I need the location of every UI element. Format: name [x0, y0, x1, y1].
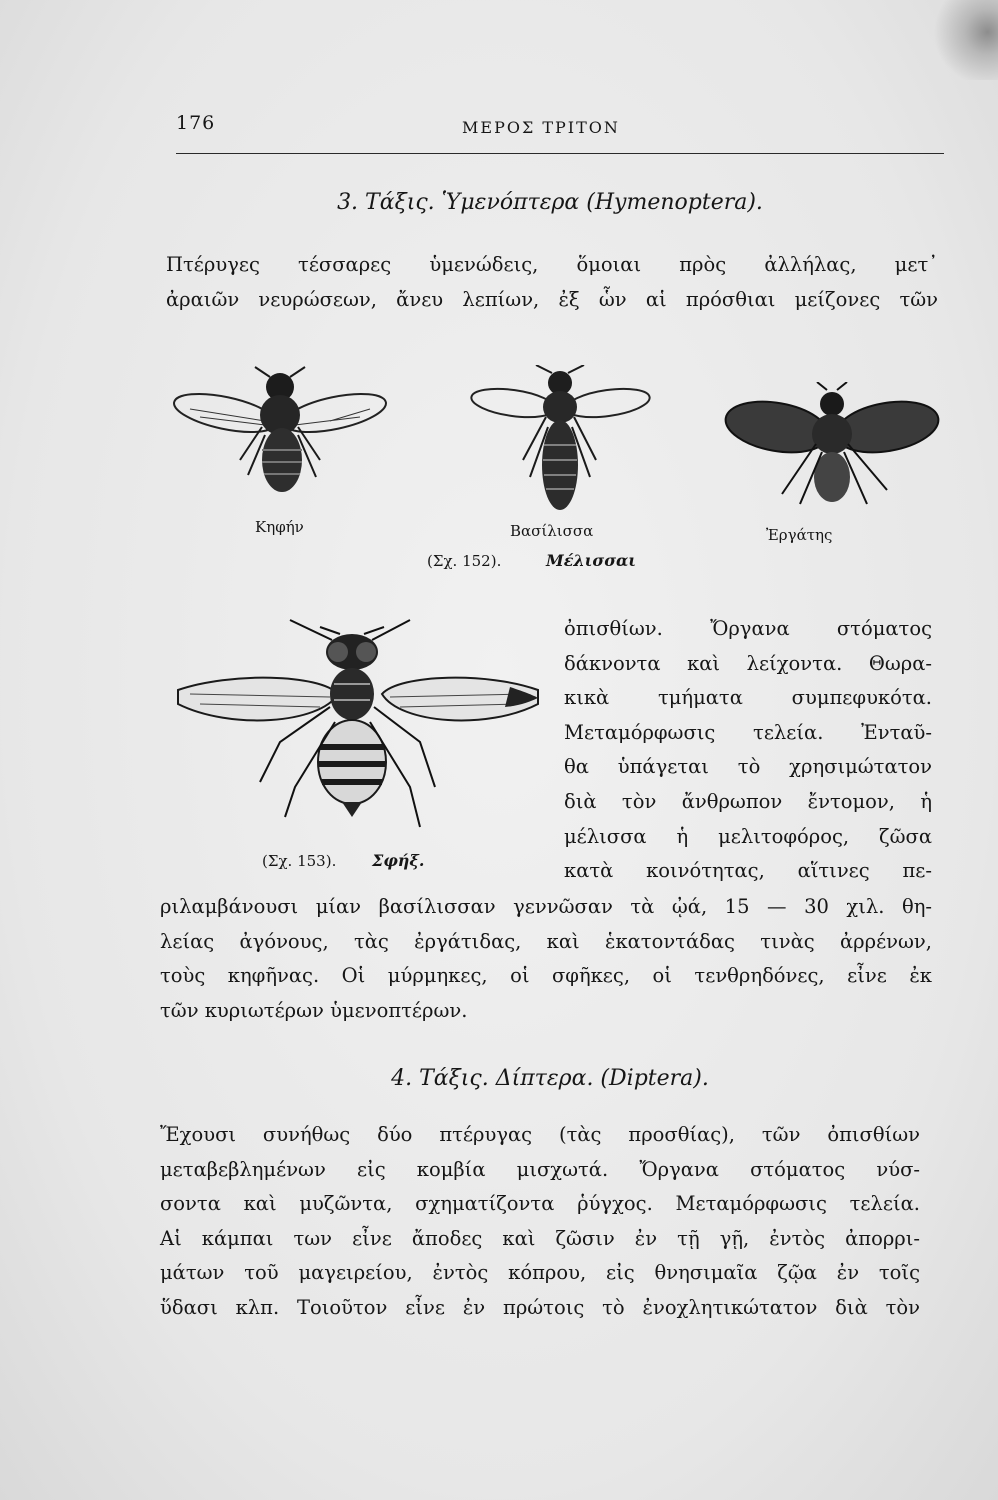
text-line: ἀραιῶν νευρώσεων, ἄνευ λεπίων, ἐξ ὧν αἱ πρόσθιαι μείζονες τῶν — [166, 287, 938, 311]
figure-153-title: Σφήξ. — [372, 851, 425, 870]
text-line: θα ὑπάγεται τὸ χρησιμώτατον — [564, 755, 932, 779]
text-line: ὀπισθίων. Ὄργανα στόματος — [564, 617, 932, 640]
figure-153-number: (Σχ. 153). — [262, 852, 337, 870]
text-line: μεταβεβλημένων εἰς κομβία μισχωτά. Ὄργανα στόματος νύσ- — [160, 1157, 920, 1181]
wrap-text-column — [564, 612, 932, 889]
text-line: διὰ τὸν ἄνθρωπον ἔντομον, ἡ — [564, 789, 932, 813]
figure-152-title: Μέλισσαι — [546, 551, 637, 570]
text-line: Πτέρυγες τέσσαρες ὑμενώδεις, ὅμοιαι πρὸς ἀλλήλας, μετ᾽ — [166, 253, 938, 276]
drone-bee-illustration — [170, 365, 390, 500]
text-line: μέλισσα ἡ μελιτοφόρος, ζῶσα — [564, 824, 932, 848]
text-line: Αἱ κάμπαι των εἶνε ἄποδες καὶ ζῶσιν ἐν τῇ γῇ, ἐντὸς ἀπορρι- — [160, 1226, 920, 1250]
text-line: Μεταμόρφωσις τελεία. Ἐνταῦ- — [564, 720, 932, 744]
text-line: σοντα καὶ μυζῶντα, σχηματίζοντα ῥύγχος. Μεταμόρφωσις τελεία. — [160, 1192, 920, 1216]
text-line: τῶν κυριωτέρων ὑμενοπτέρων. — [160, 998, 468, 1022]
text-line: ριλαμβάνουσι μίαν βασίλισσαν γεννῶσαν τὰ ᾠά, 15 — 30 χιλ. θη- — [160, 895, 932, 918]
section-heading-hymenoptera: 3. Τάξις. Ὑμενόπτερα (Hymenoptera). — [337, 190, 763, 215]
wasp-illustration — [170, 612, 550, 842]
hymenoptera-intro — [166, 248, 938, 317]
drone-caption: Κηφήν — [255, 518, 304, 536]
worker-bee-illustration — [722, 382, 942, 507]
text-line: Ἔχουσι συνήθως δύο πτέρυγας (τὰς προσθίας), τῶν ὀπισθίων — [160, 1123, 920, 1146]
figure-152-number: (Σχ. 152). — [427, 552, 502, 570]
text-line: τοὺς κηφῆνας. Οἱ μύρμηκες, οἱ σφῆκες, οἱ τενθρηδόνες, εἶνε ἐκ — [160, 964, 932, 988]
hymenoptera-continuation — [160, 890, 932, 1028]
text-line: ὕδασι κλπ. Τοιοῦτον εἶνε ἐν πρώτοις τὸ ἐνοχλητικώτατον διὰ τὸν — [160, 1295, 920, 1319]
diptera-text — [160, 1118, 920, 1326]
text-line: κατὰ κοινότητας, αἵτινες πε- — [564, 859, 932, 883]
worker-caption: Ἐργάτης — [766, 526, 833, 544]
page-corner-stain — [928, 0, 998, 80]
text-line: κικὰ τμήματα συμπεφυκότα. — [564, 686, 932, 710]
running-head: ΜΕΡΟΣ ΤΡΙΤΟΝ — [462, 118, 620, 137]
section-heading-diptera: 4. Τάξις. Δίπτερα. (Diptera). — [391, 1066, 709, 1091]
text-line: λείας ἀγόνους, τὰς ἐργάτιδας, καὶ ἑκατοντάδας τινὰς ἀρρένων, — [160, 929, 932, 953]
header-rule — [176, 153, 944, 154]
queen-caption: Βασίλισσα — [510, 522, 594, 540]
page-number: 176 — [176, 112, 216, 134]
text-line: μάτων τοῦ μαγειρείου, ἐντὸς κόπρου, εἰς θνησιμαῖα ζῷα ἐν τοῖς — [160, 1261, 920, 1285]
queen-bee-illustration — [468, 365, 653, 515]
text-line: δάκνοντα καὶ λείχοντα. Θωρα- — [564, 651, 932, 675]
